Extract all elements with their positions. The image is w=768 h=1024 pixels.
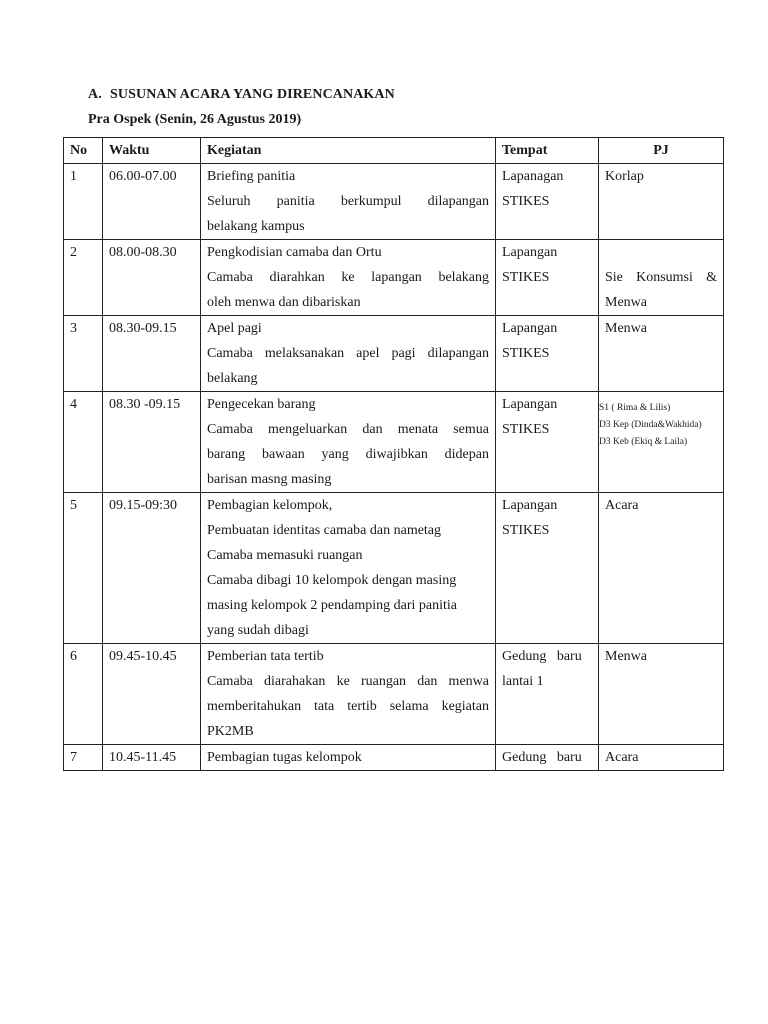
section-heading (88, 87, 395, 103)
header-pj: PJ (599, 138, 724, 164)
table-row (64, 493, 724, 644)
kegiatan-line: Pembagian kelompok, (207, 498, 333, 513)
cell-waktu: 08.30 -09.15 (103, 392, 201, 493)
kegiatan-line: Camaba diarahakan ke ruangan dan menwa (207, 674, 489, 689)
cell-no: 6 (64, 644, 103, 745)
cell-waktu: 09.15-09:30 (103, 493, 201, 644)
cell-no: 7 (64, 745, 103, 771)
schedule-table (63, 137, 724, 771)
kegiatan-line: masing kelompok 2 pendamping dari panitia (207, 598, 458, 613)
cell-waktu: 09.45-10.45 (103, 644, 201, 745)
tempat-line: Lapangan (502, 321, 558, 336)
pj-line: Menwa (605, 295, 647, 310)
cell-tempat (496, 240, 599, 316)
cell-kegiatan (201, 316, 496, 392)
cell-waktu: 08.00-08.30 (103, 240, 201, 316)
pj-line: D3 Keb (Ekiq & Laila) (599, 437, 688, 447)
cell-no: 5 (64, 493, 103, 644)
table-row (64, 644, 724, 745)
kegiatan-line: Camaba mengeluarkan dan menata semua (207, 422, 489, 437)
section-number: A. (88, 87, 102, 102)
cell-waktu: 10.45-11.45 (103, 745, 201, 771)
cell-tempat (496, 745, 599, 771)
kegiatan-line: memberitahukan tata tertib selama kegiatan (207, 699, 489, 714)
cell-no: 1 (64, 164, 103, 240)
kegiatan-line: Pembuatan identitas camaba dan nametag (207, 523, 442, 538)
tempat-line: Lapanagan (502, 169, 564, 184)
cell-kegiatan (201, 392, 496, 493)
kegiatan-line: Camaba dibagi 10 kelompok dengan masing (207, 573, 457, 588)
tempat-line: STIKES (502, 194, 550, 209)
kegiatan-line: oleh menwa dan dibariskan (207, 295, 361, 310)
pj-line: Sie Konsumsi & (605, 270, 717, 285)
tempat-line: Lapangan (502, 245, 558, 260)
tempat-line: Gedung baru (502, 750, 582, 765)
cell-no: 4 (64, 392, 103, 493)
cell-tempat (496, 644, 599, 745)
pj-line: S1 ( Rima & Lilis) (599, 403, 671, 413)
kegiatan-line: PK2MB (207, 724, 254, 739)
cell-kegiatan (201, 745, 496, 771)
cell-kegiatan (201, 164, 496, 240)
kegiatan-line: barang bawaan yang diwajibkan didepan (207, 447, 489, 462)
tempat-line: Lapangan (502, 498, 558, 513)
kegiatan-line: Apel pagi (207, 321, 262, 336)
pj-line: Acara (605, 498, 639, 513)
table-row (64, 392, 724, 493)
spacer (605, 240, 717, 265)
kegiatan-line: Pembagian tugas kelompok (207, 750, 362, 765)
section-title: SUSUNAN ACARA YANG DIRENCANAKAN (110, 87, 395, 102)
tempat-line: STIKES (502, 523, 550, 538)
kegiatan-line: Camaba melaksanakan apel pagi dilapangan (207, 346, 489, 361)
tempat-line: STIKES (502, 270, 550, 285)
cell-tempat (496, 164, 599, 240)
table-row (64, 164, 724, 240)
kegiatan-line: Briefing panitia (207, 169, 296, 184)
table-header-row (64, 138, 724, 164)
cell-kegiatan (201, 644, 496, 745)
schedule-subtitle: Pra Ospek (Senin, 26 Agustus 2019) (88, 112, 302, 127)
cell-tempat (496, 316, 599, 392)
pj-line: Menwa (605, 649, 647, 664)
cell-no: 3 (64, 316, 103, 392)
tempat-line: lantai 1 (502, 674, 544, 689)
pj-line: Menwa (605, 321, 647, 336)
table-row (64, 316, 724, 392)
kegiatan-line: Pemberian tata tertib (207, 649, 324, 664)
tempat-line: Gedung baru (502, 649, 582, 664)
kegiatan-line: Camaba diarahkan ke lapangan belakang (207, 270, 489, 285)
cell-pj (599, 392, 724, 493)
cell-pj (599, 240, 724, 316)
cell-kegiatan (201, 493, 496, 644)
header-kegiatan: Kegiatan (201, 138, 496, 164)
cell-pj (599, 745, 724, 771)
cell-kegiatan (201, 240, 496, 316)
kegiatan-line: Pengecekan barang (207, 397, 316, 412)
cell-pj (599, 164, 724, 240)
cell-waktu: 06.00-07.00 (103, 164, 201, 240)
pj-line: Korlap (605, 169, 644, 184)
cell-pj (599, 316, 724, 392)
header-waktu: Waktu (103, 138, 201, 164)
table-row (64, 745, 724, 771)
header-tempat: Tempat (496, 138, 599, 164)
kegiatan-line: belakang (207, 371, 258, 386)
kegiatan-line: yang sudah dibagi (207, 623, 309, 638)
kegiatan-line: Camaba memasuki ruangan (207, 548, 363, 563)
kegiatan-line: Pengkodisian camaba dan Ortu (207, 245, 382, 260)
kegiatan-line: belakang kampus (207, 219, 305, 234)
cell-tempat (496, 493, 599, 644)
cell-waktu: 08.30-09.15 (103, 316, 201, 392)
kegiatan-line: barisan masng masing (207, 472, 332, 487)
table-row (64, 240, 724, 316)
cell-pj (599, 493, 724, 644)
tempat-line: Lapangan (502, 397, 558, 412)
tempat-line: STIKES (502, 346, 550, 361)
pj-line: Acara (605, 750, 639, 765)
cell-pj (599, 644, 724, 745)
tempat-line: STIKES (502, 422, 550, 437)
pj-line: D3 Kep (Dinda&Wakhida) (599, 420, 702, 430)
cell-tempat (496, 392, 599, 493)
cell-no: 2 (64, 240, 103, 316)
kegiatan-line: Seluruh panitia berkumpul dilapangan (207, 194, 489, 209)
header-no: No (64, 138, 103, 164)
